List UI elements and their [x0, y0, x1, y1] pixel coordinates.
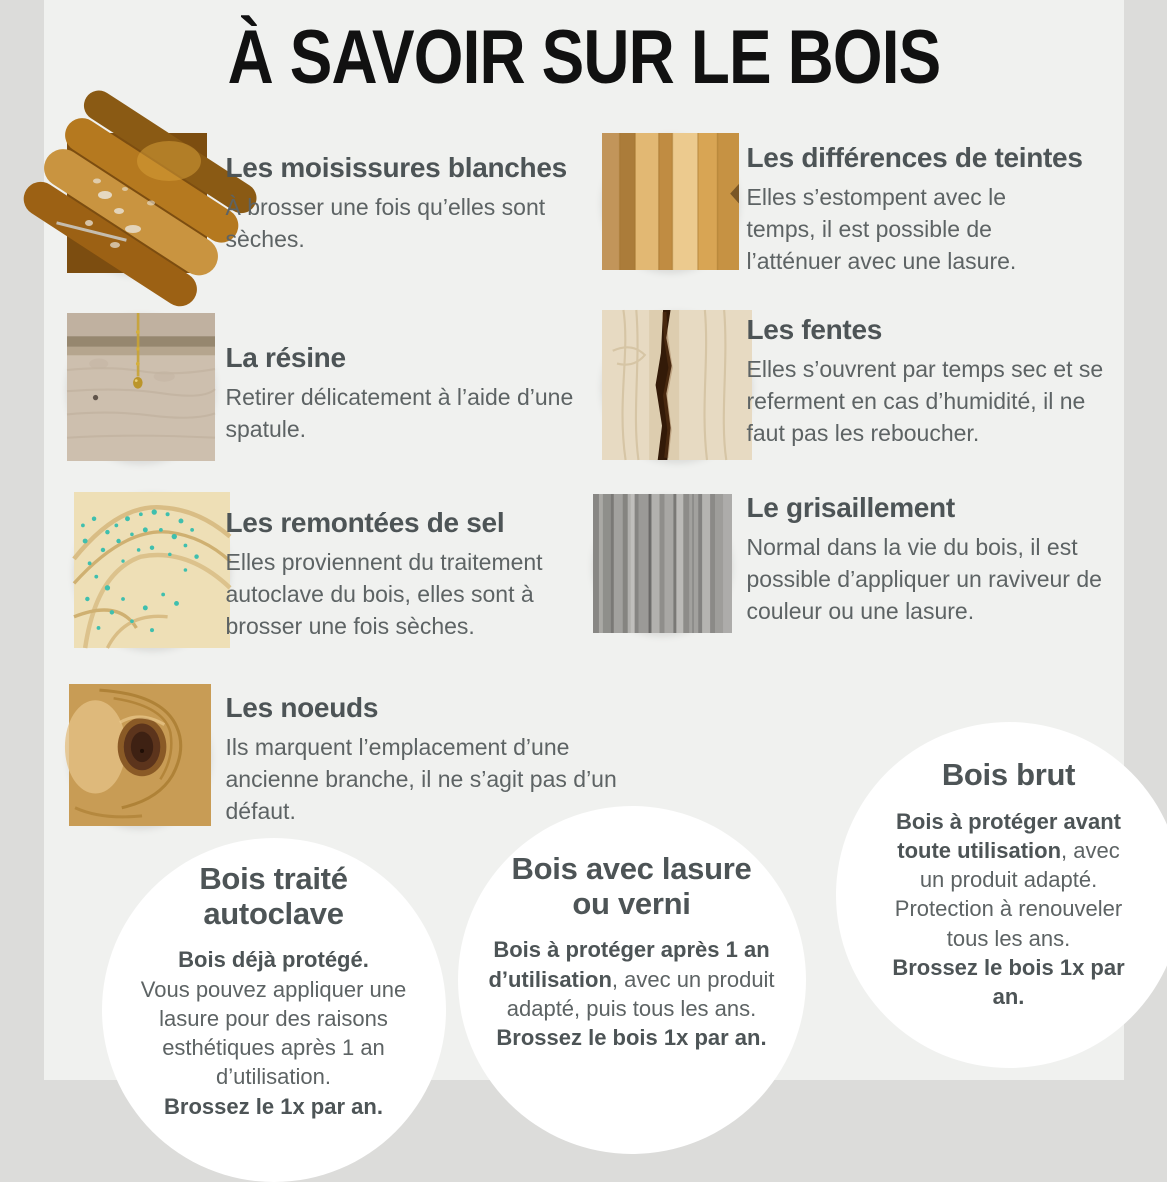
advice-circle-bois-lasure-verni — [458, 806, 806, 1154]
greying-photo-art — [593, 494, 732, 633]
item-heading: Les moisissures blanches — [226, 152, 571, 184]
item-moisissures — [226, 152, 571, 256]
advice-bold-outro: Brossez le bois 1x par an. — [476, 1023, 788, 1052]
white-mold-photo — [67, 133, 207, 273]
item-noeuds — [226, 692, 624, 827]
knot-photo-art — [69, 684, 211, 826]
item-heading: Les noeuds — [226, 692, 624, 724]
advice-bold-intro: Bois à protéger avant toute utilisation — [896, 809, 1121, 863]
item-fentes — [747, 314, 1105, 449]
knot-photo — [69, 684, 211, 826]
advice-circle-bois-traite-autoclave — [102, 838, 446, 1182]
page-title: À SAVOIR SUR LE BOIS — [130, 14, 1037, 101]
item-heading: Les remontées de sel — [226, 507, 608, 539]
item-description: Elles s’estompent avec le temps, il est possible de l’atténuer avec une lasure. — [747, 182, 1059, 277]
item-heading: Les fentes — [747, 314, 1105, 346]
advice-body: Vous pouvez appliquer une lasure pour des raisons esthétiques après 1 an d’utilisation. — [141, 977, 406, 1090]
item-description: Retirer délicatement à l’aide d’une spatule. — [226, 382, 588, 445]
advice-bold-outro: Brossez le bois 1x par an. — [883, 953, 1135, 1012]
item-grisaillement — [747, 492, 1113, 627]
advice-bold-intro: Bois à protéger après 1 an d’utilisation — [488, 937, 769, 991]
salt-deposits-photo — [74, 492, 230, 648]
wood-facts-poster — [44, 0, 1124, 1080]
item-resine — [226, 342, 588, 446]
resin-photo — [67, 313, 215, 461]
item-description: Normal dans la vie du bois, il est possible d’appliquer un raviveur de couleur ou une lasure. — [747, 532, 1113, 627]
resin-photo-art — [67, 313, 215, 461]
item-teintes — [747, 142, 1059, 277]
item-heading: Le grisaillement — [747, 492, 1113, 524]
advice-body: , avec un produit adapté. Protection à renouveler tous les ans. — [895, 838, 1122, 951]
advice-text — [883, 807, 1135, 1012]
salt-deposits-photo-art — [74, 492, 230, 648]
advice-body: , avec un produit adapté, puis tous les ans. — [507, 967, 775, 1021]
advice-text — [124, 945, 424, 1121]
advice-bold-outro: Brossez le 1x par an. — [124, 1092, 424, 1121]
white-mold-photo-art — [67, 133, 207, 273]
crack-photo-art — [602, 310, 752, 460]
advice-text — [476, 935, 788, 1052]
advice-heading: Bois brut — [836, 758, 1167, 793]
advice-heading: Bois avec lasure ou verni — [501, 852, 763, 921]
item-heading: La résine — [226, 342, 588, 374]
item-description: Elles proviennent du traitement autoclave du bois, elles sont à brosser une fois sèches. — [226, 547, 608, 642]
advice-bold-intro: Bois déjà protégé. — [124, 945, 424, 974]
item-description: À brosser une fois qu’elles sont sèches. — [226, 192, 571, 255]
item-remontees-sel — [226, 507, 608, 642]
crack-photo — [602, 310, 752, 460]
item-heading: Les différences de teintes — [747, 142, 1059, 174]
tint-differences-photo — [602, 133, 739, 270]
item-description: Ils marquent l’emplacement d’une ancienne branche, il ne s’agit pas d’un défaut. — [226, 732, 624, 827]
greying-photo — [593, 494, 732, 633]
advice-heading: Bois traité autoclave — [149, 862, 399, 931]
advice-circle-bois-brut — [836, 722, 1167, 1068]
item-description: Elles s’ouvrent par temps sec et se referment en cas d’humidité, il ne faut pas les reboucher. — [747, 354, 1105, 449]
tint-differences-photo-art — [602, 133, 739, 270]
